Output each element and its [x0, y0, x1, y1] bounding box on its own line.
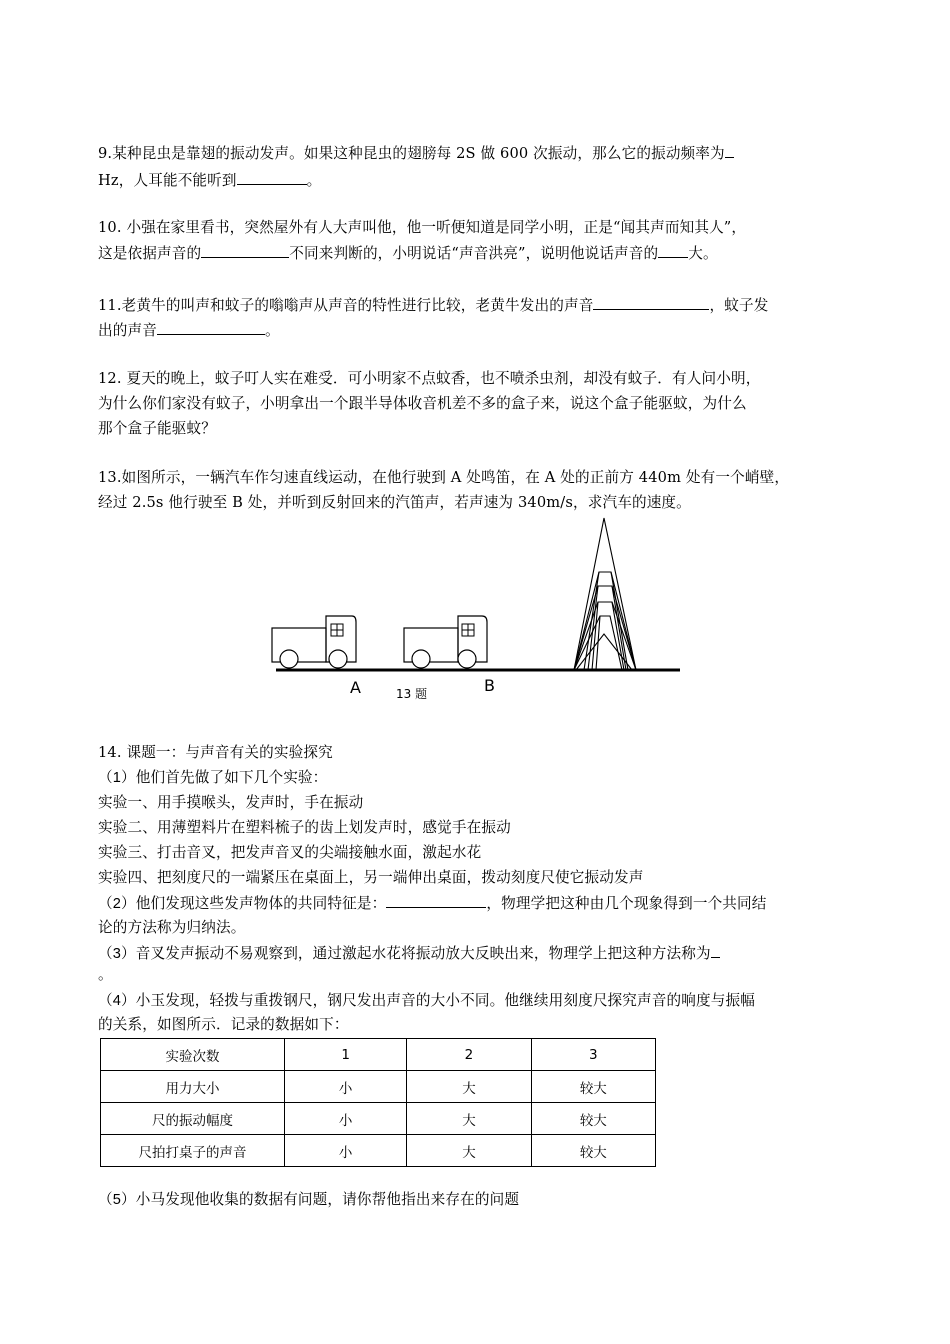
- table-header-cell: 1: [284, 1039, 406, 1071]
- table-cell: 大: [407, 1135, 531, 1167]
- q14-p1: [98, 768, 327, 788]
- q12-text-1: 12. 夏天的晚上，蚊子叮人实在难受．可小明家不点蚊香，也不喷杀虫剂，却没有蚊子．有人问小明，: [98, 370, 761, 387]
- q14-p1-text: （1）他们首先做了如下几个实验：: [98, 770, 328, 786]
- table-cell: 小: [284, 1071, 406, 1103]
- table-cell: 尺的振动幅度: [101, 1103, 285, 1135]
- truck-a-icon: [272, 616, 356, 668]
- q14-title-text: 14. 课题一：与声音有关的实验探究: [98, 744, 333, 761]
- q14-exp2: [98, 818, 511, 838]
- q14-exp4: [98, 868, 644, 888]
- q14-p4: [98, 991, 755, 1011]
- table-cell: 较大: [531, 1103, 655, 1135]
- q11-blank-ox[interactable]: [593, 295, 709, 310]
- q14-title: [98, 743, 333, 763]
- q14-p3-text-1: （3）音叉发声振动不易观察到，通过激起水花将振动放大反映出来，物理学上把这种方法称为: [98, 946, 711, 962]
- table-cell: 大: [407, 1071, 531, 1103]
- q10-blank-loudness[interactable]: [658, 243, 688, 258]
- label-b: B: [484, 676, 495, 695]
- q12-line1: [98, 369, 760, 389]
- q13-text-1: 13.如图所示，一辆汽车作匀速直线运动，在他行驶到 A 处鸣笛，在 A 处的正前方 440m 处有一个峭壁，: [98, 469, 790, 486]
- truck-b-icon: [404, 616, 487, 668]
- q11-text-4: 。: [264, 322, 280, 339]
- q14-p2-text-1: （2）他们发现这些发声物体的共同特征是：: [98, 896, 387, 912]
- q12-line3: [98, 419, 216, 439]
- q11-line1: [98, 295, 768, 316]
- table-row: [101, 1103, 656, 1135]
- q14-exp1-text: 实验一、用手摸喉头，发声时，手在振动: [98, 795, 364, 811]
- q9-line2: [98, 170, 321, 191]
- table-cell: 较大: [531, 1135, 655, 1167]
- q14-p3: [98, 943, 720, 964]
- q9-blank-audible[interactable]: [237, 170, 307, 185]
- q10-line1: [98, 218, 746, 238]
- experiment-data-table: [100, 1038, 656, 1167]
- q14-p3-text-2: 。: [98, 967, 113, 983]
- figure-caption: 13 题: [396, 687, 428, 701]
- q14-exp3: [98, 843, 481, 863]
- table-row: [101, 1071, 656, 1103]
- q14-exp3-text: 实验三、打击音叉，把发声音叉的尖端接触水面，激起水花: [98, 845, 482, 861]
- q11-text-2: ，蚊子发: [709, 297, 769, 314]
- table-header-cell: 实验次数: [101, 1039, 285, 1071]
- table-cell: 尺拍打桌子的声音: [101, 1135, 285, 1167]
- q14-p3-cont: [98, 965, 113, 985]
- q10-line2: [98, 243, 718, 264]
- q12-line2: [98, 394, 747, 414]
- table-cell: 较大: [531, 1071, 655, 1103]
- q14-blank-method[interactable]: [711, 943, 720, 958]
- q9-text-3: 。: [306, 172, 322, 189]
- table-cell: 用力大小: [101, 1071, 285, 1103]
- q14-p4-text-1: （4）小玉发现，轻拨与重拨钢尺，钢尺发出声音的大小不同。他继续用刻度尺探究声音的响度与振幅: [98, 993, 755, 1009]
- q11-line2: [98, 320, 280, 341]
- q14-exp1: [98, 793, 363, 813]
- q9-blank-frequency[interactable]: [725, 143, 734, 158]
- table-header-cell: 2: [407, 1039, 531, 1071]
- q13-figure: [266, 516, 682, 706]
- q14-p2-text-2: ，物理学把这种由几个现象得到一个共同结: [486, 896, 767, 912]
- q14-p5-text: （5）小马发现他收集的数据有问题，请你帮他指出来存在的问题: [98, 1192, 520, 1208]
- q14-exp4-text: 实验四、把刻度尺的一端紧压在桌面上，另一端伸出桌面，拨动刻度尺使它振动发声: [98, 870, 644, 886]
- table-header-cell: 3: [531, 1039, 655, 1071]
- q11-text-3: 出的声音: [98, 322, 157, 339]
- q13-line1: [98, 468, 789, 488]
- q14-p2: [98, 893, 767, 914]
- q13-line2: [98, 493, 691, 513]
- q14-p4-text-2: 的关系，如图所示．记录的数据如下：: [98, 1017, 349, 1033]
- q14-exp2-text: 实验二、用薄塑料片在塑料梳子的齿上划发声时，感觉手在振动: [98, 820, 511, 836]
- q11-text-1: 11.老黄牛的叫声和蚊子的嗡嗡声从声音的特性进行比较，老黄牛发出的声音: [98, 297, 594, 314]
- q14-p2-text-3: 论的方法称为归纳法。: [98, 920, 246, 936]
- q10-blank-timbre[interactable]: [201, 243, 289, 258]
- table-row: [101, 1135, 656, 1167]
- cliff-icon: [574, 518, 636, 670]
- q12-text-3: 那个盒子能驱蚊？: [98, 420, 216, 437]
- q9-text-2: Hz，人耳能不能听到: [98, 172, 237, 189]
- table-cell: 小: [284, 1103, 406, 1135]
- q10-text-3: 不同来判断的，小明说话“声音洪亮”，说明他说话声音的: [289, 245, 659, 262]
- q10-text-1: 10. 小强在家里看书，突然屋外有人大声叫他，他一听便知道是同学小明，正是“闻其声而知其人”，: [98, 219, 747, 236]
- q14-p5: [98, 1190, 519, 1210]
- q14-p2-cont: [98, 918, 245, 938]
- q13-text-2: 经过 2.5s 他行驶至 B 处，并听到反射回来的汽笛声，若声速为 340m/s，求汽车的速度。: [98, 494, 691, 511]
- q9-line1: [98, 143, 734, 164]
- q14-blank-common-feature[interactable]: [386, 893, 486, 908]
- q11-blank-mosquito[interactable]: [157, 320, 265, 335]
- q12-text-2: 为什么你们家没有蚊子，小明拿出一个跟半导体收音机差不多的盒子来，说这个盒子能驱蚊，为什么: [98, 395, 747, 412]
- q14-p4-cont: [98, 1015, 349, 1035]
- q10-text-4: 大。: [688, 245, 718, 262]
- label-a: A: [350, 678, 361, 697]
- table-cell: 小: [284, 1135, 406, 1167]
- q9-text-1: 9.某种昆虫是靠翅的振动发声。如果这种昆虫的翅膀每 2S 做 600 次振动，那么它的振动频率为: [98, 145, 725, 162]
- table-cell: 大: [407, 1103, 531, 1135]
- q10-text-2: 这是依据声音的: [98, 245, 202, 262]
- table-header-row: [101, 1039, 656, 1071]
